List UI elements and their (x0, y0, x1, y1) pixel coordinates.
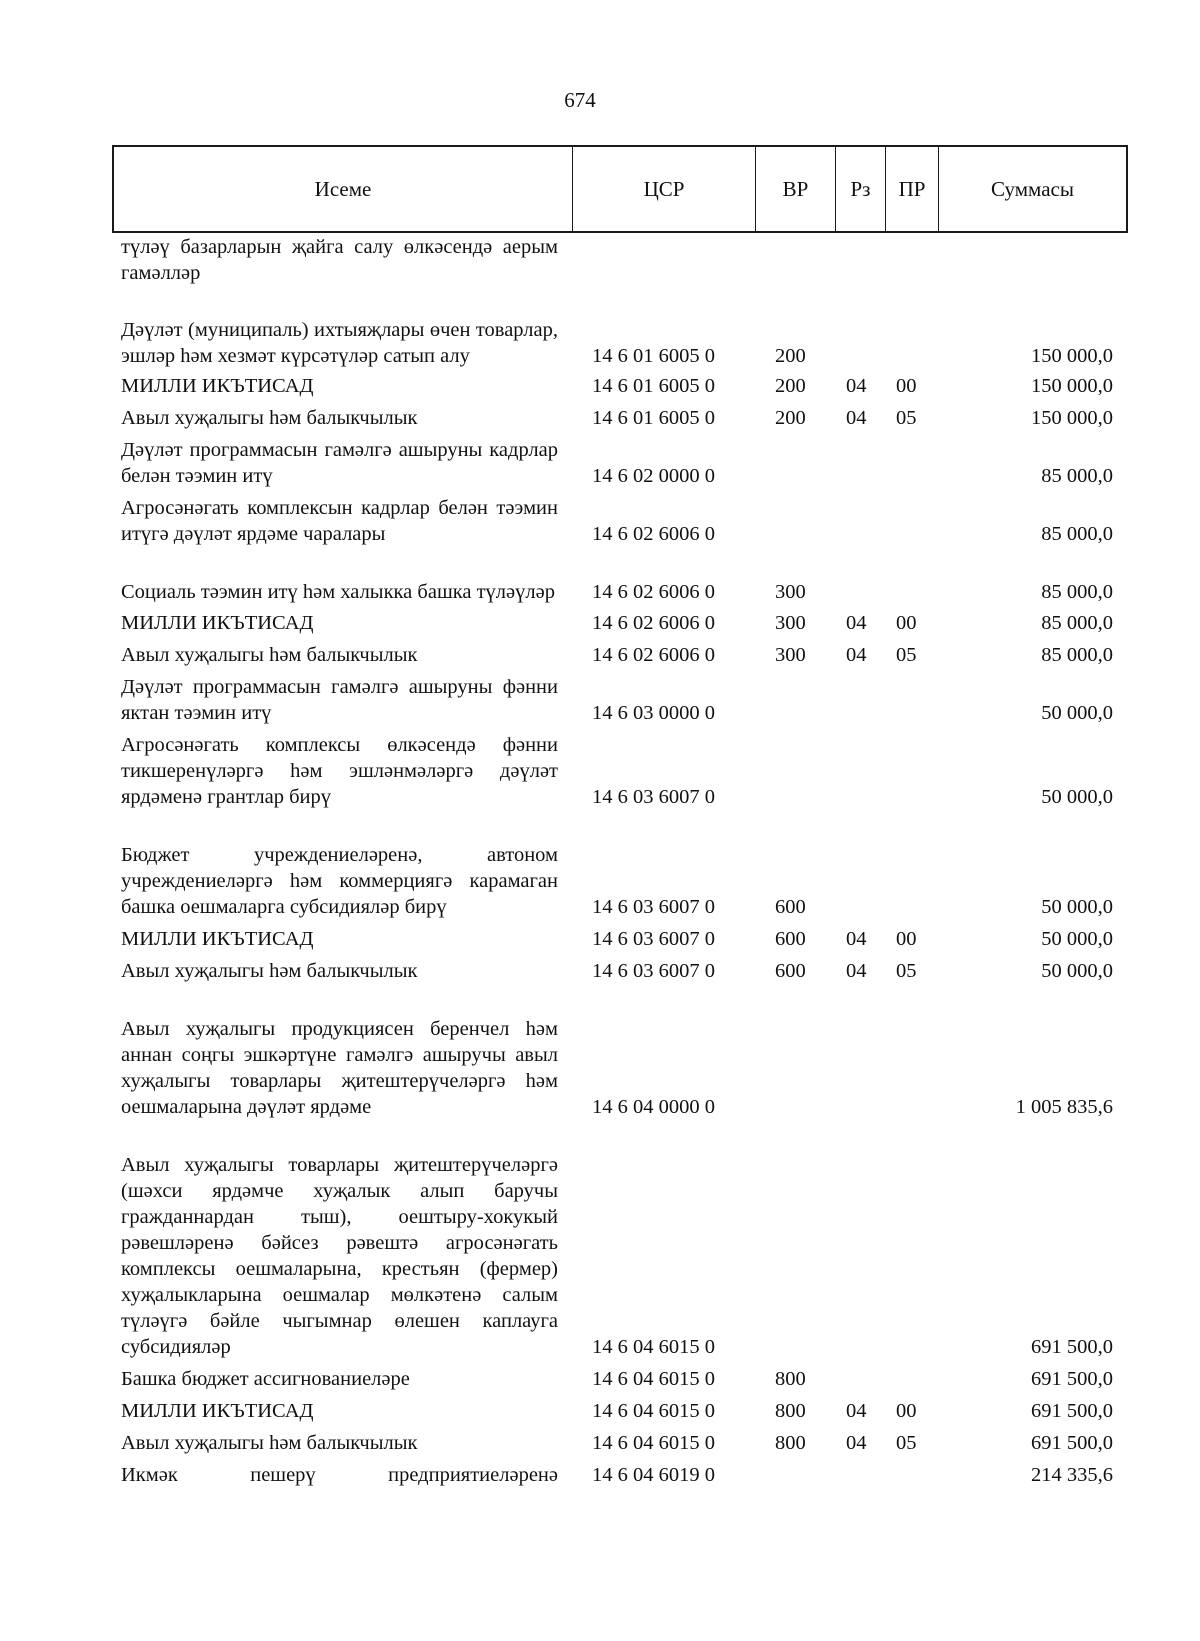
table-header (112, 145, 1128, 233)
header-sum: Суммасы (991, 176, 1074, 201)
table-row (0, 437, 1200, 489)
row-csr: 14 6 04 0000 0 (592, 1096, 715, 1118)
row-csr: 14 6 01 6005 0 (592, 375, 715, 397)
row-vr: 300 (775, 644, 806, 666)
row-sum: 85 000,0 (1041, 581, 1113, 603)
row-name: МИЛЛИ ИКЪТИСАД (121, 375, 314, 397)
row-rz: 04 (846, 612, 867, 634)
row-csr: 14 6 04 6015 0 (592, 1336, 715, 1358)
row-csr: 14 6 02 6006 0 (592, 523, 715, 545)
row-name: Авыл хуҗалыгы һәм балыкчылык (121, 960, 418, 982)
table-row (0, 1430, 1200, 1456)
row-rz: 04 (846, 928, 867, 950)
row-vr: 600 (775, 896, 806, 918)
row-sum: 50 000,0 (1041, 960, 1113, 982)
row-csr: 14 6 04 6015 0 (592, 1368, 715, 1390)
table-row (0, 405, 1200, 431)
row-name: МИЛЛИ ИКЪТИСАД (121, 1400, 314, 1422)
row-sum: 150 000,0 (1031, 407, 1113, 429)
table-row (0, 495, 1200, 547)
row-name: Социаль тәэмин итү һәм халыкка башка түләүләр (121, 581, 555, 603)
row-name: Дәүләт (муниципаль) ихтыяҗлары өчен товарлар, эшләр һәм хезмәт күрсәтүләр сатып алу (121, 319, 558, 367)
header-csr: ЦСР (573, 147, 756, 231)
row-sum: 150 000,0 (1031, 345, 1113, 367)
row-rz: 04 (846, 375, 867, 397)
header-name: Исеме (114, 147, 573, 231)
row-pr: 00 (896, 928, 917, 950)
row-rz: 04 (846, 960, 867, 982)
row-pr: 05 (896, 407, 917, 429)
row-sum: 50 000,0 (1041, 786, 1113, 808)
row-sum: 691 500,0 (1031, 1400, 1113, 1422)
table-row (0, 674, 1200, 726)
table-row (0, 291, 1200, 369)
row-vr: 800 (775, 1400, 806, 1422)
row-sum: 85 000,0 (1041, 612, 1113, 634)
row-csr: 14 6 02 6006 0 (592, 644, 715, 666)
row-sum: 50 000,0 (1041, 928, 1113, 950)
row-sum: 85 000,0 (1041, 644, 1113, 666)
table-row (0, 990, 1200, 1120)
row-name: Дәүләт программасын гамәлгә ашыруны кадрлар белән тәэмин итү (121, 439, 558, 487)
row-name: түләү базарларын җайга салу өлкәсендә аерым гамәлләр (121, 236, 558, 284)
row-sum: 150 000,0 (1031, 375, 1113, 397)
row-csr: 14 6 02 0000 0 (592, 465, 715, 487)
row-name: МИЛЛИ ИКЪТИСАД (121, 928, 314, 950)
table-row (0, 642, 1200, 668)
row-rz: 04 (846, 644, 867, 666)
row-vr: 200 (775, 375, 806, 397)
row-csr: 14 6 04 6019 0 (592, 1464, 715, 1486)
row-sum: 85 000,0 (1041, 523, 1113, 545)
row-vr: 800 (775, 1368, 806, 1390)
table-row (0, 816, 1200, 920)
row-sum: 214 335,6 (1031, 1464, 1113, 1486)
row-name: Авыл хуҗалыгы продукциясен беренчел һәм аннан соңгы эшкәртүне гамәлгә ашыручы авыл хуҗалыгы товарлары җитештерүчеләргә һәм оешмаларына дәүләт ярдәме (121, 1018, 558, 1118)
row-name: Агросәнәгать комплексын кадрлар белән тәэмин итүгә дәүләт ярдәме чаралары (121, 497, 558, 545)
table-row (0, 1126, 1200, 1360)
row-name: Икмәк пешерү предприятиеләренә (121, 1464, 558, 1486)
row-sum: 50 000,0 (1041, 896, 1113, 918)
row-csr: 14 6 04 6015 0 (592, 1432, 715, 1454)
row-sum: 50 000,0 (1041, 702, 1113, 724)
row-sum: 691 500,0 (1031, 1336, 1113, 1358)
table-row (0, 553, 1200, 605)
row-csr: 14 6 03 6007 0 (592, 896, 715, 918)
row-name: Авыл хуҗалыгы товарлары җитештерүчеләргә (шәхси ярдәмче хуҗалык алып баручы гражданнардан тыш), оештыру-хокукый рәвешләренә бәйсез рәвештә агросәнәгать комплексы оешмаларына, крестьян (фермер) хуҗалыкларына оешмалар мөлкәтенә салым түләүгә бәйле чыгымнар өлешен каплауга субсидияләр (121, 1154, 558, 1358)
row-name: Авыл хуҗалыгы һәм балыкчылык (121, 1432, 418, 1454)
row-sum: 691 500,0 (1031, 1368, 1113, 1390)
table-row (0, 1366, 1200, 1392)
row-csr: 14 6 01 6005 0 (592, 407, 715, 429)
row-name: Дәүләт программасын гамәлгә ашыруны фәнни яктан тәэмин итү (121, 676, 558, 724)
row-pr: 00 (896, 1400, 917, 1422)
row-name: Башка бюджет ассигнованиеләре (121, 1368, 410, 1390)
table-row (0, 926, 1200, 952)
row-pr: 00 (896, 375, 917, 397)
row-csr: 14 6 02 6006 0 (592, 612, 715, 634)
row-name: Авыл хуҗалыгы һәм балыкчылык (121, 644, 418, 666)
row-vr: 600 (775, 960, 806, 982)
table-row (0, 234, 1200, 286)
row-csr: 14 6 03 6007 0 (592, 928, 715, 950)
row-csr: 14 6 03 0000 0 (592, 702, 715, 724)
row-pr: 05 (896, 1432, 917, 1454)
table-row (0, 958, 1200, 984)
table-row (0, 610, 1200, 636)
row-csr: 14 6 01 6005 0 (592, 345, 715, 367)
row-vr: 200 (775, 345, 806, 367)
row-csr: 14 6 04 6015 0 (592, 1400, 715, 1422)
row-rz: 04 (846, 407, 867, 429)
row-vr: 200 (775, 407, 806, 429)
row-csr: 14 6 03 6007 0 (592, 960, 715, 982)
row-sum: 691 500,0 (1031, 1432, 1113, 1454)
header-vr: ВР (756, 147, 836, 231)
header-rz: Рз (836, 147, 886, 231)
row-name: Бюджет учреждениеләренә, автоном учреждениеләргә һәм коммерциягә карамаган башка оешмаларга субсидияләр бирү (121, 844, 558, 918)
table-row (0, 373, 1200, 399)
row-csr: 14 6 02 6006 0 (592, 581, 715, 603)
page-number: 674 (564, 88, 596, 112)
row-vr: 600 (775, 928, 806, 950)
row-name: Агросәнәгать комплексы өлкәсендә фәнни тикшеренүләргә һәм эшләнмәләргә дәүләт ярдәменә грантлар бирү (121, 734, 558, 808)
row-name: МИЛЛИ ИКЪТИСАД (121, 612, 314, 634)
row-pr: 05 (896, 644, 917, 666)
row-vr: 300 (775, 581, 806, 603)
table-row (0, 732, 1200, 810)
table-row (0, 1462, 1200, 1488)
row-sum: 85 000,0 (1041, 465, 1113, 487)
row-name: Авыл хуҗалыгы һәм балыкчылык (121, 407, 418, 429)
row-vr: 300 (775, 612, 806, 634)
table-row (0, 1398, 1200, 1424)
row-csr: 14 6 03 6007 0 (592, 786, 715, 808)
header-pr: ПР (886, 147, 939, 231)
row-pr: 00 (896, 612, 917, 634)
row-vr: 800 (775, 1432, 806, 1454)
row-rz: 04 (846, 1432, 867, 1454)
row-pr: 05 (896, 960, 917, 982)
row-rz: 04 (846, 1400, 867, 1422)
row-sum: 1 005 835,6 (1015, 1096, 1113, 1118)
